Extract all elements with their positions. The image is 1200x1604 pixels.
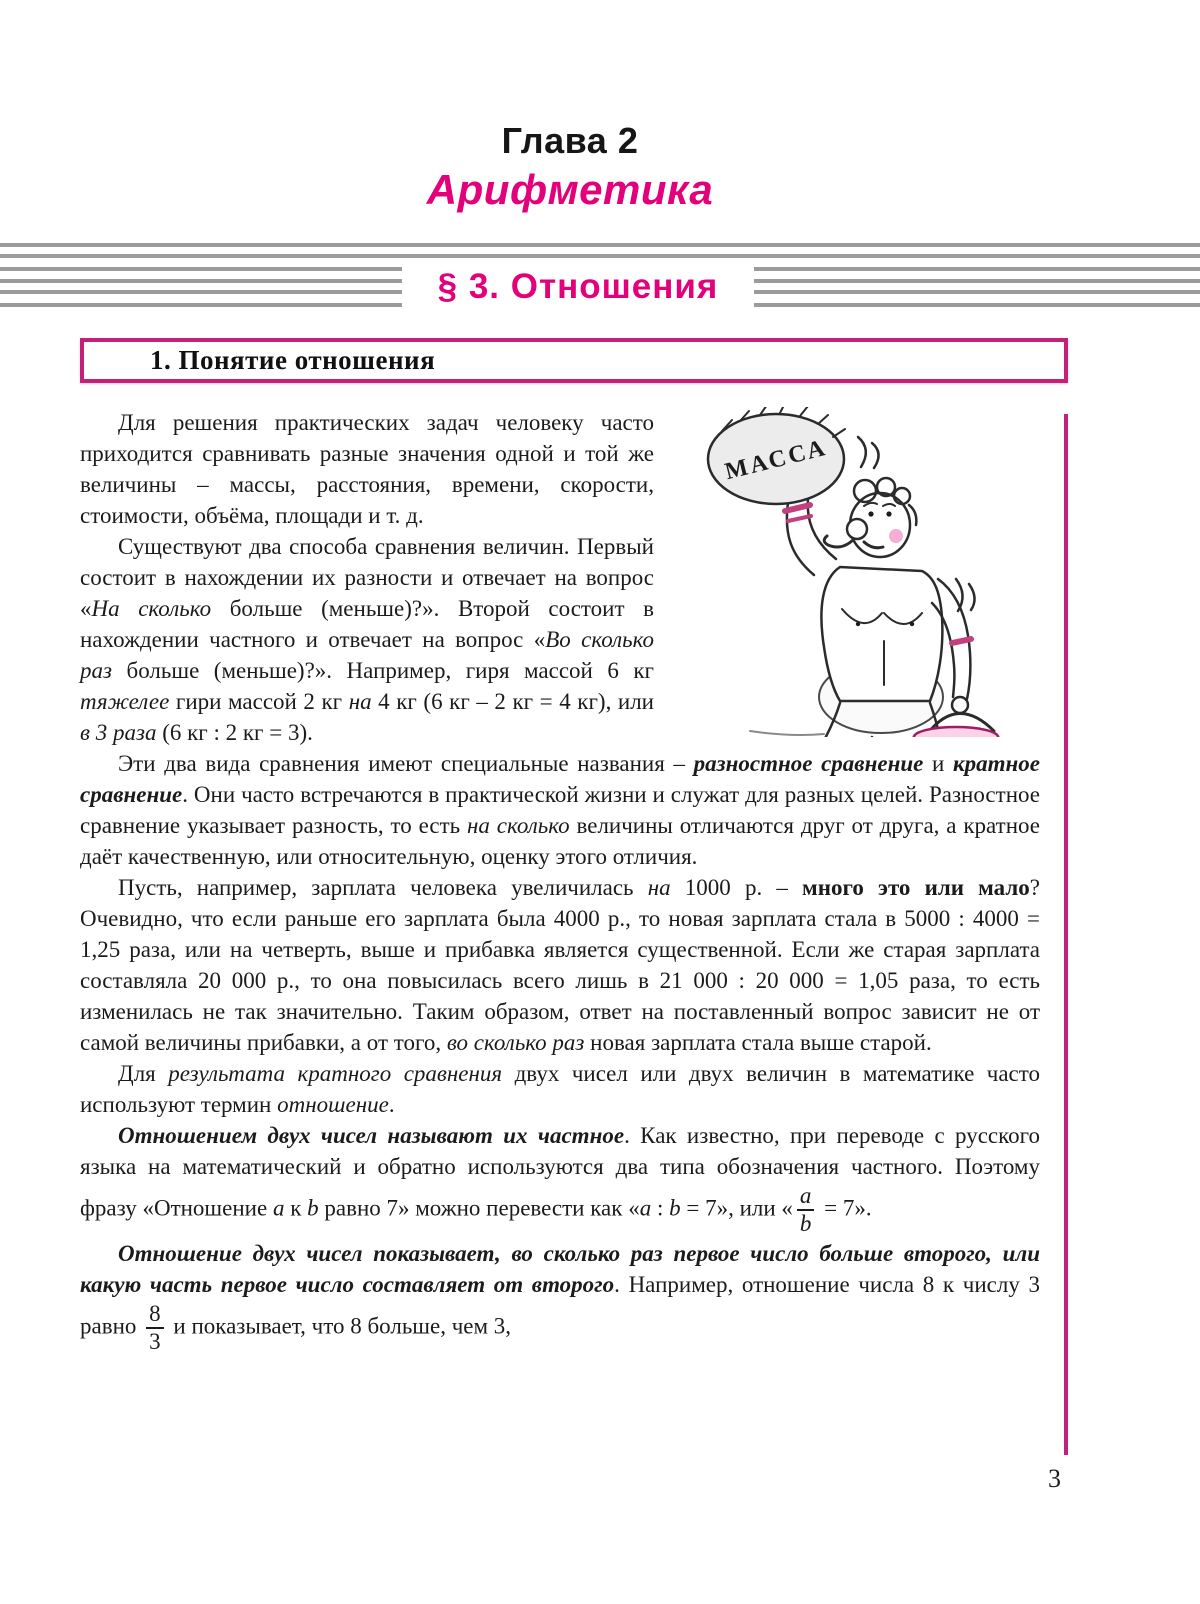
text-run: Существуют два способа сравнения величин. Первый состоит в нахождении их разности и отвечает на вопрос « — [80, 534, 654, 621]
text-run: 1000 р. – — [670, 875, 803, 900]
text-run: равно 7» можно перевести как « — [318, 1195, 640, 1221]
text-run: 4 кг (6 кг – 2 кг = 4 кг), или — [371, 689, 654, 714]
paragraph-4 — [80, 872, 1040, 1058]
text-run: Пусть, например, зарплата человека увеличилась — [118, 875, 648, 900]
massa-rock-icon — [708, 407, 845, 504]
paragraph-3 — [80, 748, 1040, 872]
massa-label: МАССА — [722, 434, 831, 486]
text-run: разностное сравнение — [693, 751, 924, 776]
strongman-drawing — [688, 407, 1018, 737]
text-run: и — [923, 751, 953, 776]
text-run: больше (меньше)?». Второй состоит в нахождении частного и отвечает на вопрос « — [80, 596, 654, 652]
section-banner — [0, 240, 1200, 320]
text-run: . Как известно, при переводе с русского языка на математический и обратно используются два типа обозначения частного. Поэтому фразу «Отношение — [80, 1123, 1040, 1221]
page-number: 3 — [1048, 1464, 1061, 1493]
text-run: Эти два вида сравнения имеют специальные названия – — [118, 751, 694, 776]
text-run: кратное сравнение — [80, 751, 1041, 807]
text-run: . Они часто встречаются в практической жизни и служат для разных целей. Разностное сравнение указывает разность, то есть — [80, 782, 1040, 838]
text-run: Отношением двух чисел называют их частное — [118, 1123, 625, 1148]
section-vertical-rule — [1064, 414, 1068, 1455]
text-run: = 7». — [818, 1195, 872, 1221]
text-run: Для решения практических задач человеку часто приходится сравнивать разные значения одной и той же величины – массы, расстояния, времени, скорости, стоимости, объёма, площади и т. д. — [80, 410, 654, 528]
paragraph-5 — [80, 1058, 1040, 1120]
text-run: На сколько — [91, 596, 212, 621]
text-run: и показывает, что 8 больше, чем 3, — [167, 1313, 512, 1339]
section-title-box — [402, 258, 754, 316]
text-run: b — [669, 1195, 681, 1221]
text-run: Во сколько раз — [80, 627, 655, 683]
text-run: двух чисел или двух величин в математике часто используют термин — [80, 1061, 1040, 1117]
chapter-kicker: Глава 2 — [501, 120, 639, 161]
text-run: . Например, отношение числа 8 к числу 3 равно — [80, 1272, 1040, 1339]
text-run: ? Очевидно, что если раньше его зарплата была 4000 р., то новая зарплата стала в 5000 : 4000 = 1,25 раза, или на четверть, выше и прибавка является существенной. Если же старая зарплата составляла 20 000 р., то она повысилась всего лишь в 21 000 : 20 000 = 1,05 раза, то есть изменилась не так значительно. Таким образом, ответ на поставленный вопрос зависит не от самой величины прибавки, а от того, — [80, 875, 1041, 1055]
text-run: к — [284, 1195, 308, 1221]
text-run: гири массой 2 кг — [169, 689, 349, 714]
text-run: . — [388, 1092, 395, 1117]
strongman-illustration — [668, 407, 1040, 739]
paragraph-6 — [80, 1120, 1040, 1238]
text-run: во сколько раз — [446, 1030, 585, 1055]
text-run: b — [307, 1195, 319, 1221]
text-run: = 7», или « — [680, 1195, 793, 1221]
text-run: на — [647, 875, 671, 900]
paragraph-7 — [80, 1238, 1040, 1356]
text-run: Для — [118, 1061, 169, 1086]
text-run: (6 кг : 2 кг = 3). — [156, 720, 313, 745]
text-run: величины отличаются друг от друга, а кратное даёт качественную, или относительную, оценку этого отличия. — [80, 813, 1040, 869]
subsection-title: 1. Понятие отношения — [150, 345, 436, 375]
text-run: a — [272, 1195, 285, 1221]
text-run: новая зарплата стала выше старой. — [584, 1030, 932, 1055]
banner-line — [0, 243, 1200, 247]
text-run: : — [651, 1195, 670, 1221]
chapter-title: Арифметика — [426, 166, 714, 213]
subsection-box — [80, 338, 1068, 383]
text-run: Отношение двух чисел показывает, во сколько раз первое число больше второго, или какую часть первое число составляет от второго — [80, 1241, 1040, 1298]
section-title: § 3. Отношения — [437, 267, 719, 306]
text-run: результата кратного сравнения — [168, 1061, 503, 1086]
text-run: отношение — [277, 1092, 389, 1117]
text-run: a — [639, 1195, 652, 1221]
inline-fraction: $\frac{8}{3}$ — [146, 1302, 164, 1354]
inline-fraction: $\frac{a}{b}$ — [797, 1184, 815, 1236]
body-text — [80, 407, 1040, 1357]
text-run: на сколько — [466, 813, 570, 838]
text-run: больше (меньше)?». Например, гиря массой 6 кг — [111, 658, 654, 683]
text-run: тяжелее — [80, 689, 170, 714]
text-run: в 3 раза — [80, 720, 157, 745]
text-run: много это или мало — [802, 875, 1030, 900]
text-run: на — [348, 689, 372, 714]
